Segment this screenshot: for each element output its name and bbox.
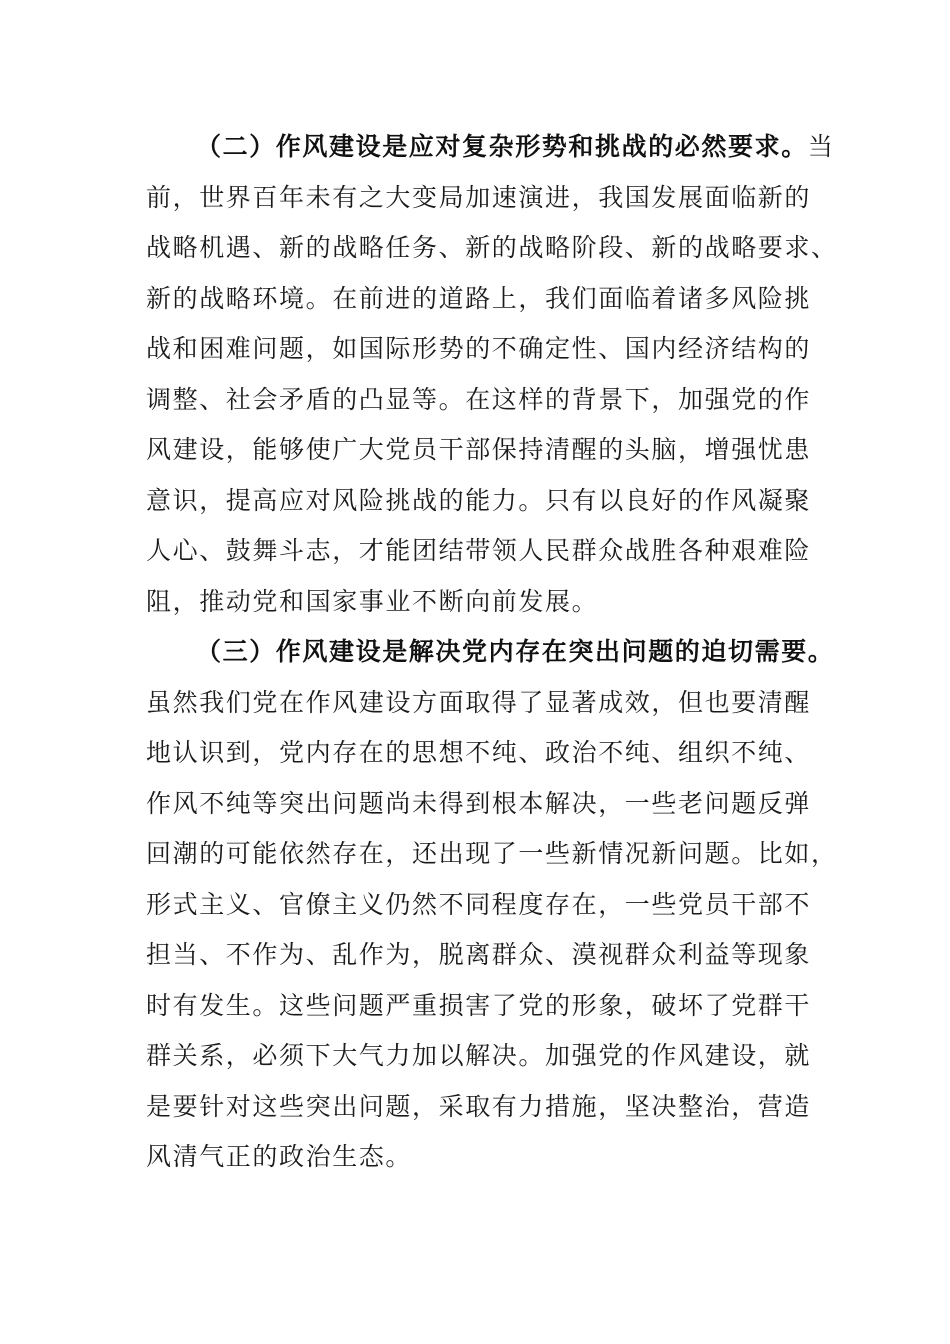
text-line: 地认识到，党内存在的思想不纯、政治不纯、组织不纯、 xyxy=(146,738,812,767)
text-line: 前，世界百年未有之大变局加速演进，我国发展面临新的 xyxy=(146,182,812,212)
text-line: 战略机遇、新的战略任务、新的战略阶段、新的战略要求、 xyxy=(146,233,838,262)
text-line: 战和困难问题，如国际形势的不确定性、国内经济结构的 xyxy=(146,334,812,363)
text-line: 作风不纯等突出问题尚未得到根本解决，一些老问题反弹 xyxy=(146,788,812,818)
text-line: 人心、鼓舞斗志，才能团结带领人民群众战胜各种艰难险 xyxy=(146,536,812,565)
text-line: 回潮的可能依然存在，还出现了一些新情况新问题。比如， xyxy=(146,839,838,868)
text-line: 当 xyxy=(807,132,835,161)
text-line: 担当、不作为、乱作为，脱离群众、漠视群众利益等现象 xyxy=(146,940,812,969)
section-heading: （三）作风建设是解决党内存在突出问题的迫切需要。 xyxy=(196,637,835,666)
text-line: 新的战略环境。在前进的道路上，我们面临着诸多风险挑 xyxy=(146,283,812,313)
text-line: 风建设，能够使广大党员干部保持清醒的头脑，增强忧患 xyxy=(146,435,812,464)
text-line: 时有发生。这些问题严重损害了党的形象，破坏了党群干 xyxy=(146,990,812,1020)
text-line: 虽然我们党在作风建设方面取得了显著成效，但也要清醒 xyxy=(146,687,812,717)
text-line: 调整、社会矛盾的凸显等。在这样的背景下，加强党的作 xyxy=(146,384,812,414)
paragraph-first-line xyxy=(146,627,835,678)
paragraph-first-line xyxy=(146,122,835,173)
section-heading: （二）作风建设是应对复杂形势和挑战的必然要求。 xyxy=(196,132,808,161)
text-line: 阻，推动党和国家事业不断向前发展。 xyxy=(146,586,599,616)
paragraph-section-3 xyxy=(146,627,838,1183)
text-line: 形式主义、官僚主义仍然不同程度存在，一些党员干部不 xyxy=(146,889,812,919)
document-body xyxy=(146,122,838,1183)
paragraph-section-2 xyxy=(146,122,838,627)
text-line: 是要针对这些突出问题，采取有力措施，坚决整治，营造 xyxy=(146,1091,812,1121)
text-line: 意识，提高应对风险挑战的能力。只有以良好的作风凝聚 xyxy=(146,485,812,515)
text-line: 风清气正的政治生态。 xyxy=(146,1142,413,1171)
text-line: 群关系，必须下大气力加以解决。加强党的作风建设，就 xyxy=(146,1041,812,1070)
